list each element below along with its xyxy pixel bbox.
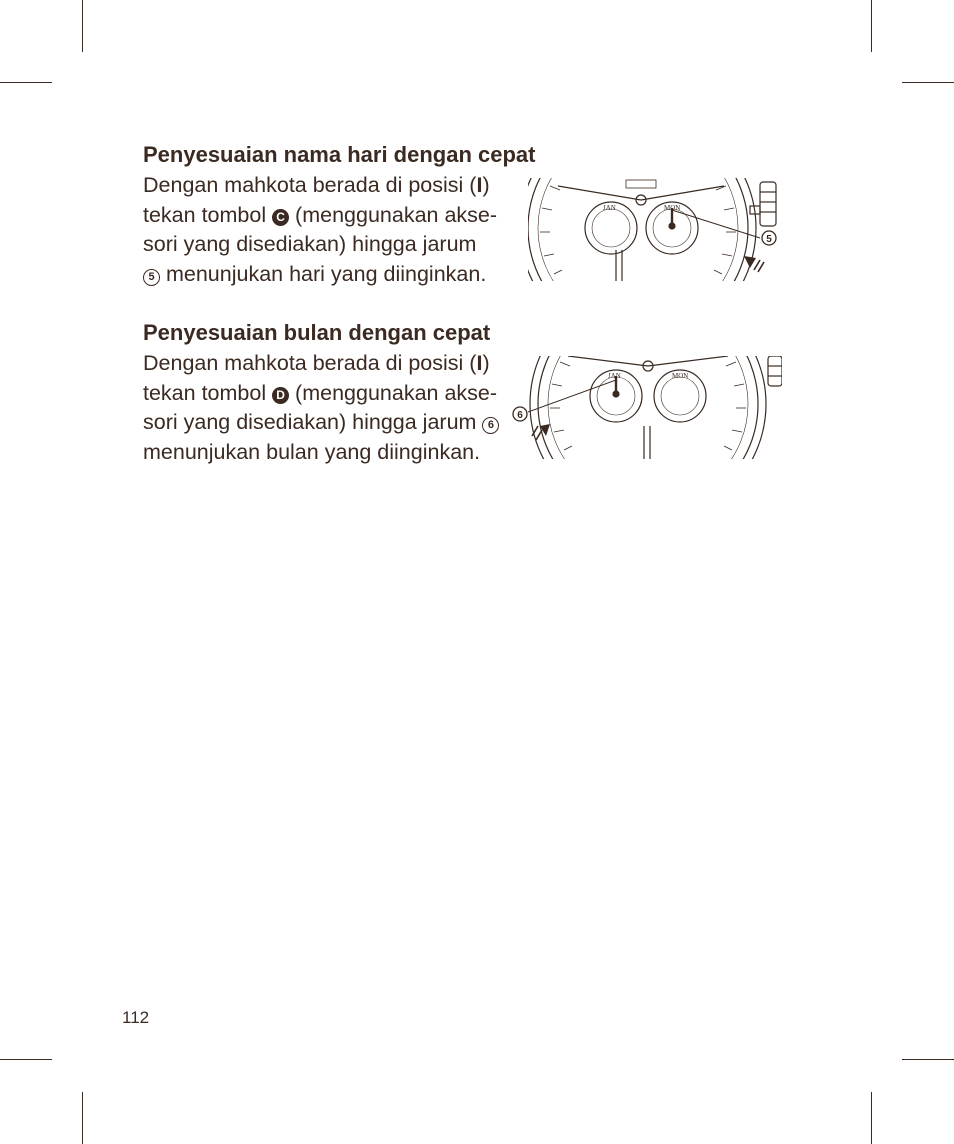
hand-6-icon: 6 [482, 417, 499, 434]
crop-mark [902, 1059, 954, 1060]
crop-mark [871, 1092, 872, 1144]
crop-mark [0, 1059, 52, 1060]
dial-day-label: MON [672, 372, 689, 380]
dial-month-label: JAN [608, 372, 621, 380]
button-c-icon: C [272, 209, 289, 226]
callout-6: 6 [517, 410, 523, 421]
section-day-adjust [143, 141, 536, 289]
crop-mark [0, 82, 52, 83]
page-number: 112 [122, 1008, 150, 1027]
callout-5: 5 [766, 234, 772, 245]
watch-dial-month-illustration [510, 356, 782, 460]
crop-mark [82, 1092, 83, 1144]
press-arrow-icon [744, 256, 764, 272]
dial-month-label: JAN [603, 204, 616, 212]
dial-day-label: MON [664, 204, 681, 212]
section-title: Penyesuaian bulan dengan cepat [143, 320, 491, 345]
hand-5-icon: 5 [143, 269, 160, 286]
crop-mark [82, 0, 83, 52]
crop-mark [871, 0, 872, 52]
section-month-adjust [143, 319, 523, 467]
section-title: Penyesuaian nama hari dengan cepat [143, 142, 536, 167]
button-d-icon: D [272, 387, 289, 404]
instruction-text: Dengan mahkota berada di posisi (I) tekan tombol D (menggunakan akse- sori yang disediakan) hingga jarum 6 menunjukan bulan yang diinginkan. [143, 349, 523, 467]
crop-mark [902, 82, 954, 83]
instruction-text: Dengan mahkota berada di posisi (I) tekan tombol C (menggunakan akse- sori yang disediakan) hingga jarum 5 menunjukan hari yang diinginkan. [143, 173, 498, 286]
watch-dial-day-illustration [520, 178, 790, 282]
